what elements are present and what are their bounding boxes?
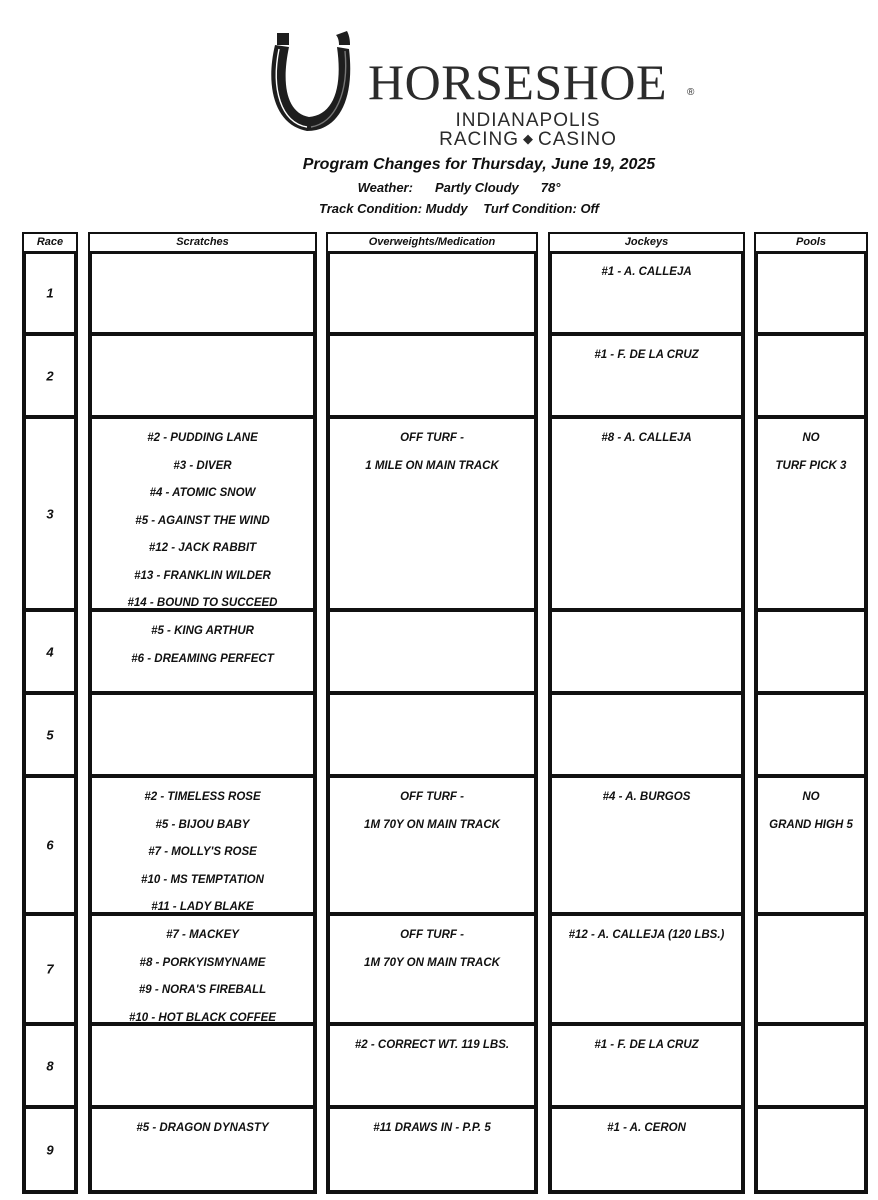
overweights-cell-race-2 — [328, 334, 536, 417]
diamond-icon: ◆ — [523, 131, 535, 146]
overweights-entry: OFF TURF - — [400, 791, 464, 803]
jockeys-cell-race-1 — [550, 251, 743, 334]
scratches-cell-race-5 — [90, 693, 315, 776]
pools-cell-race-1 — [756, 251, 866, 334]
jockeys-entry: #12 - A. CALLEJA (120 LBS.) — [568, 929, 725, 941]
overweights-column-header: Overweights/Medication — [328, 234, 536, 254]
scratches-entry: #10 - HOT BLACK COFFEE — [129, 1011, 276, 1024]
scratches-entry: #5 - BIJOU BABY — [155, 818, 250, 831]
turf-condition-value: Off — [580, 201, 599, 216]
overweights-cell-race-8 — [328, 1024, 536, 1107]
turf-condition-label: Turf Condition: — [483, 201, 577, 216]
scratches-column-header: Scratches — [90, 234, 315, 254]
pools-cell-race-3 — [756, 417, 866, 610]
scratches-entry: #7 - MOLLY'S ROSE — [148, 846, 257, 858]
jockeys-entry: #8 - A. CALLEJA — [601, 432, 692, 444]
scratches-entry: #6 - DREAMING PERFECT — [131, 652, 274, 665]
conditions-line — [20, 201, 878, 217]
race-cell-race-3 — [24, 417, 76, 610]
race-cell-race-4 — [24, 610, 76, 693]
jockeys-entry: #1 - F. DE LA CRUZ — [594, 1039, 699, 1051]
track-condition-label: Track Condition: — [319, 201, 423, 216]
pools-entry: NO — [802, 791, 820, 803]
race-number: 2 — [46, 368, 54, 383]
race-cell-race-7 — [24, 914, 76, 1024]
pools-cell-race-7 — [756, 914, 866, 1024]
pools-entry: NO — [802, 432, 820, 444]
scratches-entry: #2 - PUDDING LANE — [147, 432, 258, 444]
scratches-entry: #14 - BOUND TO SUCCEED — [127, 597, 278, 609]
scratches-cell-race-6 — [90, 776, 315, 914]
scratches-cell-race-7 — [90, 914, 315, 1024]
race-cell-race-5 — [24, 693, 76, 776]
brand-location: INDIANAPOLIS — [455, 110, 601, 131]
pools-cell-race-6 — [756, 776, 866, 914]
race-cell-race-9 — [24, 1107, 76, 1192]
scratches-entry: #13 - FRANKLIN WILDER — [134, 569, 271, 582]
jockeys-entry: #1 - A. CERON — [607, 1122, 686, 1134]
overweights-cell-race-1 — [328, 251, 536, 334]
scratches-entry: #3 - DIVER — [173, 459, 232, 472]
jockeys-entry: #4 - A. BURGOS — [602, 791, 691, 803]
jockeys-cell-race-6 — [550, 776, 743, 914]
race-column-header: Race — [24, 234, 76, 254]
scratches-cell-race-1 — [90, 251, 315, 334]
race-number: 5 — [46, 727, 54, 742]
scratches-cell-race-9 — [90, 1107, 315, 1192]
race-number: 9 — [46, 1142, 54, 1157]
scratches-cell-race-3 — [90, 417, 315, 610]
pools-cell-race-8 — [756, 1024, 866, 1107]
temperature-value: 78° — [540, 180, 561, 195]
jockeys-cell-race-2 — [550, 334, 743, 417]
race-cell-race-8 — [24, 1024, 76, 1107]
brand-tagline — [372, 129, 684, 149]
overweights-cell-race-5 — [328, 693, 536, 776]
overweights-entry: OFF TURF - — [400, 432, 464, 444]
jockeys-cell-race-4 — [550, 610, 743, 693]
weather-value: Partly Cloudy — [434, 180, 519, 195]
overweights-entry: 1 MILE ON MAIN TRACK — [365, 459, 499, 472]
scratches-column — [88, 232, 317, 1194]
jockeys-entry: #1 - F. DE LA CRUZ — [594, 349, 699, 361]
jockeys-cell-race-5 — [550, 693, 743, 776]
overweights-entry: #11 DRAWS IN - P.P. 5 — [373, 1122, 491, 1134]
overweights-cell-race-6 — [328, 776, 536, 914]
jockeys-cell-race-8 — [550, 1024, 743, 1107]
scratches-entry: #10 - MS TEMPTATION — [141, 873, 264, 886]
scratches-entry: #8 - PORKYISMYNAME — [139, 956, 266, 969]
pools-entry: GRAND HIGH 5 — [769, 818, 853, 831]
jockeys-cell-race-7 — [550, 914, 743, 1024]
pools-entry: TURF PICK 3 — [775, 459, 847, 472]
scratches-entry: #2 - TIMELESS ROSE — [144, 791, 261, 803]
pools-column — [754, 232, 868, 1194]
overweights-column — [326, 232, 538, 1194]
horseshoe-logo-icon — [265, 27, 355, 139]
pools-cell-race-9 — [756, 1107, 866, 1192]
overweights-entry: 1M 70Y ON MAIN TRACK — [364, 956, 500, 969]
scratches-entry: #5 - KING ARTHUR — [151, 625, 254, 637]
brand-tagline-racing: RACING — [439, 129, 520, 150]
overweights-entry: 1M 70Y ON MAIN TRACK — [364, 818, 500, 831]
pools-cell-race-2 — [756, 334, 866, 417]
scratches-entry: #4 - ATOMIC SNOW — [149, 487, 256, 499]
scratches-cell-race-8 — [90, 1024, 315, 1107]
weather-line — [20, 180, 878, 196]
scratches-entry: #9 - NORA'S FIREBALL — [138, 984, 267, 996]
race-number: 7 — [46, 961, 54, 977]
scratches-entry: #5 - DRAGON DYNASTY — [136, 1122, 269, 1134]
scratches-entry: #11 - LADY BLAKE — [151, 901, 254, 913]
race-number: 4 — [46, 644, 54, 659]
page-title: Program Changes for Thursday, June 19, 2025 — [302, 156, 656, 173]
jockeys-cell-race-9 — [550, 1107, 743, 1192]
overweights-entry: OFF TURF - — [400, 929, 464, 941]
pools-column-header: Pools — [756, 234, 866, 254]
brand-tagline-casino: CASINO — [538, 129, 617, 150]
race-column — [22, 232, 78, 1194]
scratches-entry: #7 - MACKEY — [166, 929, 239, 941]
race-cell-race-6 — [24, 776, 76, 914]
scratches-entry: #5 - AGAINST THE WIND — [135, 514, 270, 527]
scratches-entry: #12 - JACK RABBIT — [148, 542, 257, 554]
scratches-cell-race-4 — [90, 610, 315, 693]
race-number: 6 — [46, 837, 54, 853]
race-cell-race-2 — [24, 334, 76, 417]
jockeys-entry: #1 - A. CALLEJA — [601, 266, 692, 278]
registered-mark: ® — [687, 87, 695, 98]
jockeys-cell-race-3 — [550, 417, 743, 610]
overweights-cell-race-9 — [328, 1107, 536, 1192]
race-number: 3 — [46, 506, 54, 521]
pools-cell-race-5 — [756, 693, 866, 776]
overweights-cell-race-4 — [328, 610, 536, 693]
brand-name: HORSESHOE — [368, 54, 667, 110]
race-number: 1 — [46, 285, 54, 300]
jockeys-column-header: Jockeys — [550, 234, 743, 254]
weather-label: Weather: — [357, 180, 413, 195]
race-cell-race-1 — [24, 251, 76, 334]
scratches-cell-race-2 — [90, 334, 315, 417]
overweights-cell-race-3 — [328, 417, 536, 610]
overweights-entry: #2 - CORRECT WT. 119 LBS. — [354, 1039, 510, 1051]
track-condition-value: Muddy — [425, 201, 468, 216]
overweights-cell-race-7 — [328, 914, 536, 1024]
jockeys-column — [548, 232, 745, 1194]
race-number: 8 — [46, 1058, 54, 1073]
pools-cell-race-4 — [756, 610, 866, 693]
